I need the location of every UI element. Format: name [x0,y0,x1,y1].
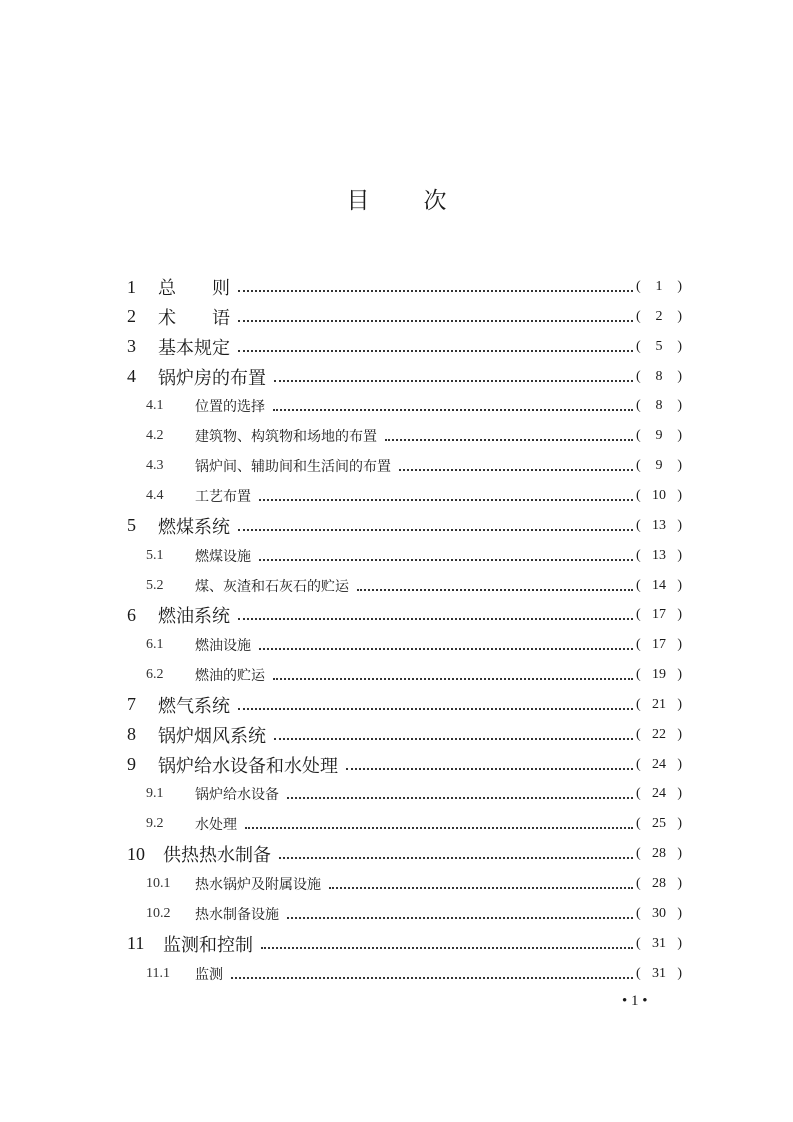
dot-leader [259,499,633,501]
dot-leader [261,947,633,949]
toc-entry[interactable] [0,603,793,627]
toc-entry-page: ( 17 ) [636,607,682,623]
toc-entry-label: 燃油的贮运 [195,668,265,685]
toc-entry-page: ( 14 ) [636,577,682,593]
toc-entry-label: 锅炉房的布置 [158,367,266,389]
toc-entry-label: 工艺布置 [195,488,251,505]
toc-entry-number: 9 [127,754,136,775]
toc-entry-page: ( 1 ) [636,279,682,294]
toc-entry-number: 10 [127,843,145,864]
dot-leader [238,350,633,352]
toc-entry-page: ( 8 ) [636,398,682,414]
toc-entry[interactable] [0,484,793,508]
dot-leader [238,529,633,531]
toc-entry-page: ( 9 ) [636,428,682,444]
toc-entry[interactable] [0,872,793,896]
dot-leader [259,648,633,650]
toc-entry-number: 2 [127,306,136,327]
toc-entry-page: ( 2 ) [636,308,682,324]
toc-entry[interactable] [0,842,793,866]
dot-leader [399,469,633,471]
dot-leader [329,887,633,889]
toc-entry-page: ( 19 ) [636,667,682,683]
toc-entry-page: ( 13 ) [636,517,682,533]
toc-entry-page: ( 13 ) [636,547,682,563]
toc-entry-label: 燃油设施 [195,638,251,655]
page-title [0,182,793,215]
toc-entry[interactable] [0,932,793,956]
toc-entry-number: 1 [127,276,136,297]
toc-entry-label: 建筑物、构筑物和场地的布置 [195,429,377,446]
toc-entry-number: 9.1 [146,786,164,802]
toc-entry-label: 总 则 [158,278,230,299]
toc-entry-number: 6.2 [146,667,164,683]
toc-entry[interactable] [0,275,793,299]
dot-leader [274,380,633,382]
dot-leader [346,768,633,770]
toc-entry-page: ( 30 ) [636,905,682,921]
toc-entry-number: 5.1 [146,547,164,563]
toc-entry-number: 11.1 [146,965,170,981]
toc-entry[interactable] [0,723,793,747]
dot-leader [287,797,633,799]
toc-entry-page: ( 21 ) [636,696,682,712]
toc-entry-page: ( 24 ) [636,786,682,802]
toc-entry-number: 9.2 [146,816,164,832]
dot-leader [238,320,633,322]
toc-entry[interactable] [0,753,793,777]
dot-leader [357,589,633,591]
toc-entry-number: 11 [127,933,145,954]
toc-entry-page: ( 28 ) [636,846,682,862]
toc-entry-number: 6 [127,604,136,625]
toc-entry[interactable] [0,902,793,926]
toc-entry-number: 4.3 [146,458,164,474]
toc-entry-label: 燃煤设施 [195,548,251,565]
toc-entry[interactable] [0,663,793,687]
toc-entry-number: 5.2 [146,577,164,593]
toc-entry[interactable] [0,454,793,478]
toc-entry[interactable] [0,633,793,657]
toc-entry-label: 热水锅炉及附属设施 [195,877,321,893]
toc-entry-number: 4.4 [146,487,164,503]
toc-entry-number: 6.1 [146,637,164,653]
toc-entry[interactable] [0,693,793,717]
toc-entry-number: 4 [127,366,136,387]
toc-entry-label: 水处理 [195,817,237,834]
title-left: 目 [346,188,370,214]
dot-leader [273,678,633,680]
toc-entry-page: ( 25 ) [636,816,682,832]
toc-entry-label: 燃油系统 [158,606,230,628]
toc-entry[interactable] [0,782,793,806]
toc-entry-label: 术 语 [158,307,230,329]
toc-entry-page: ( 10 ) [636,487,682,503]
toc-entry-label: 热水制备设施 [195,906,279,923]
toc-entry-label: 基本规定 [158,337,230,359]
toc-entry[interactable] [0,335,793,359]
toc-entry-page: ( 22 ) [636,726,682,742]
toc-entry-page: ( 31 ) [636,935,682,951]
toc-entry-label: 供热热水制备 [163,845,271,867]
dot-leader [287,917,633,919]
toc-entry-label: 煤、灰渣和石灰石的贮运 [195,578,349,595]
toc-entry-label: 锅炉间、辅助间和生活间的布置 [195,459,391,476]
toc-entry-label: 锅炉烟风系统 [158,725,266,747]
toc-entry[interactable] [0,365,793,389]
dot-leader [274,738,633,740]
toc-entry-number: 4.1 [146,398,164,414]
toc-entry[interactable] [0,574,793,598]
toc-entry[interactable] [0,394,793,418]
toc-entry-page: ( 28 ) [636,876,682,891]
toc-entry-label: 锅炉给水设备 [195,787,279,804]
toc-entry-label: 燃煤系统 [158,516,230,538]
toc-entry[interactable] [0,424,793,448]
dot-leader [279,857,633,859]
toc-entry-number: 3 [127,336,136,357]
toc-entry-number: 8 [127,724,136,745]
toc-entry-number: 4.2 [146,428,164,444]
toc-entry-label: 燃气系统 [158,695,230,717]
toc-entry-page: ( 5 ) [636,338,682,354]
toc-entry[interactable] [0,514,793,538]
title-right: 次 [423,188,447,214]
toc-entry-page: ( 9 ) [636,458,682,474]
toc-entry-page: ( 17 ) [636,637,682,653]
dot-leader [238,618,633,620]
toc-entry-label: 位置的选择 [195,399,265,416]
dot-leader [231,977,633,979]
toc-entry-number: 10.1 [146,876,171,891]
dot-leader [238,708,633,710]
page-number: • 1 • [622,993,648,1009]
toc-entry-page: ( 8 ) [636,368,682,384]
toc-entry[interactable] [0,544,793,568]
toc-entry[interactable] [0,962,793,986]
toc-entry-label: 锅炉给水设备和水处理 [158,755,338,777]
dot-leader [385,439,633,441]
toc-entry-page: ( 31 ) [636,965,682,981]
toc-entry-page: ( 24 ) [636,756,682,772]
dot-leader [238,290,633,292]
toc-entry-number: 10.2 [146,905,171,921]
toc-entry-number: 5 [127,515,136,536]
dot-leader [259,559,633,561]
toc-entry-label: 监测和控制 [163,934,253,956]
dot-leader [273,409,633,411]
toc-entry-number: 7 [127,694,136,715]
toc-entry-label: 监测 [195,966,223,983]
toc-entry[interactable] [0,305,793,329]
toc-entry[interactable] [0,812,793,836]
dot-leader [245,827,633,829]
